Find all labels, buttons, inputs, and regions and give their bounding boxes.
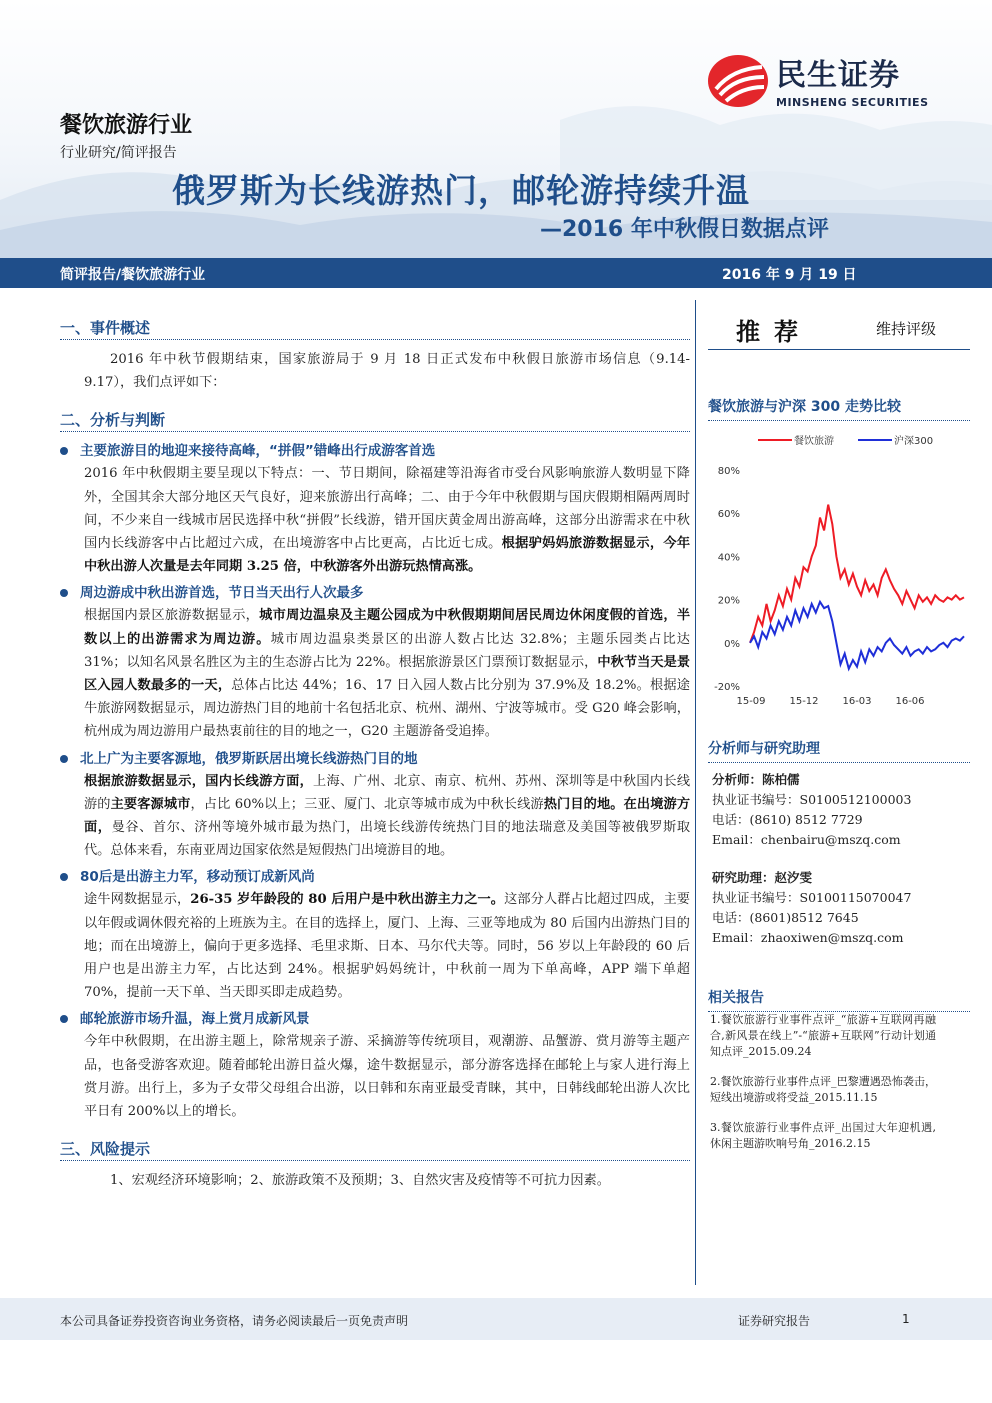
assistant-name: 研究助理：赵汐雯 [712,870,813,885]
risk-paragraph: 1、宏观经济环境影响；2、旅游政策不及预期；3、自然灾害及疫情等不可抗力因素。 [110,1173,610,1189]
body-bold-text: 根据驴妈妈旅游数据显示，今年中秋出游人次量是去年同期 3.25 倍，中秋游客外出游玩热情高涨。 [84,536,691,575]
main-content [60,312,690,1192]
series-line-csi300 [750,602,964,669]
brand-name: 民生证券 [776,58,900,93]
body-text: 上海、广州、北京、南京、杭州、苏州、深圳等是中秋国内长线游的 [84,773,691,812]
analyst-name: 分析师：陈柏儒 [712,772,800,787]
related-reports-title: 相关报告 [708,987,970,1012]
section-title-overview: 一、事件概述 [60,312,690,340]
analyst-phone: 电话：(8610) 8512 7729 [712,812,863,827]
bullet-heading-2 [60,582,690,604]
body-text: 这部分人群占比超过四成，主要以年假或调休假充裕的上班族为主。在目的选择上，厦门、上海、三亚等地成为 80 后国内出游热门目的地；而在出境游上，偏向于更多选择、毛里求斯、日本、马尔代夫等。同时，56 岁以上年龄段的 60 后用户也是出游主力军，占比达到 24%。根据驴妈妈统计，中秋前一周为下单高峰，APP 端下单超 70%，提前一天下单、当天即买即走成趋势。 [84,892,690,1001]
bullet-dot-icon [60,1015,68,1023]
trend-chart [708,424,970,724]
chart-title: 餐饮旅游与沪深 300 走势比较 [708,396,970,421]
report-info-band [0,258,992,288]
analyst-email[interactable]: Email：chenbairu@mszq.com [712,832,901,847]
bullet-heading-3 [60,748,690,770]
body-bold-text: 城市周边温泉及主题公园成为中秋假期期间居民周边休闲度假的首选，半数以上的出游需求为周边游。 [84,608,691,647]
body-bold-text: 主要客源城市 [110,796,191,812]
section-title-risk: 三、风险提示 [60,1133,690,1161]
body-text: 2016 年中秋假期主要呈现以下特点：一、节日期间，除福建等沿海省市受台风影响旅游人数明显下降外，全国其余大部分地区天气良好，迎来旅游出行高峰；二、由于今年中秋假期与国庆假期相隔两周时间，不少来自一线城市居民选择中秋“拼假”长线游，错开国庆黄金周出游高峰，这部分出游需求在中秋国内长线游客中占比超过六成，在出境游客中占比更高，占比近七成。 [84,466,690,552]
report-date: 2016 年 9 月 19 日 [722,267,857,283]
report-title: 俄罗斯为长线游热门，邮轮游持续升温 [172,171,750,210]
y-tick-label: 60% [717,509,740,521]
footer-doc-type: 证券研究报告 [738,1314,811,1328]
header-background [0,0,992,258]
bullet-body-3 [60,770,690,863]
bullet-body-5: 今年中秋假期，在出游主题上，除常规亲子游、采摘游等传统项目，观潮游、品蟹游、赏月游等主题产品，也备受游客欢迎。随着邮轮出游日益火爆，途牛数据显示，部分游客选择在邮轮上与家人进行海上赏月游。出行上，多为子女带父母组合出游，以日韩和东南亚最受青睐，其中，日韩线邮轮出游人次比平日有 200%以上的增长。 [84,1034,690,1120]
body-text: 途牛网数据显示， [84,892,191,908]
body-text: ，占比 60%以上；三亚、厦门、北京等城市成为中秋长线游 [190,796,544,812]
related-report-item[interactable]: 2.餐饮旅游行业事件点评_巴黎遭遇恐怖袭击，短线出境游或将受益_2015.11.15 [710,1075,936,1104]
series-line-catering [750,505,964,643]
analyst-card [712,770,911,850]
analyst-cert: 执业证书编号：S0100512100003 [712,792,912,807]
rating-box [708,300,970,350]
analyst-section-title: 分析师与研究助理 [708,738,970,763]
body-text: 城市周边温泉类景区的出游人数占比达 32.8%；主题乐园类占比达 31%；以知名风景名胜区为主的生态游占比为 22%。根据旅游景区门票预订数据显示， [84,631,690,670]
body-bold-text: 中秋节当天是景区入园人数最多的一天， [84,654,691,694]
rating-value: 推荐 [736,318,812,346]
x-tick-label: 15-09 [736,696,766,707]
bullet-dot-icon [60,589,68,597]
y-tick-label: 20% [717,595,740,607]
x-tick-label: 15-12 [789,696,819,707]
bullet-heading-4 [60,866,690,888]
report-type-label: 行业研究/简评报告 [60,145,177,161]
bullet-body-4 [60,888,690,1004]
rating-note: 维持评级 [876,320,937,338]
assistant-email[interactable]: Email：zhaoxiwen@mszq.com [712,930,904,945]
related-reports-list [710,1012,936,1166]
bullet-heading-text: 邮轮旅游市场升温，海上赏月成新风景 [80,1011,310,1028]
body-text: 曼谷、首尔、济州等境外城市最为热门，出境长线游传统热门目的地法瑞意及美国等被俄罗斯取代。总体来看，东南亚周边国家依然是短假热门出境游目的地。 [84,820,691,859]
report-subtitle: —2016 年中秋假日数据点评 [540,217,829,242]
bullet-body-2 [60,604,690,743]
body-bold-text: 26-35 岁年龄段的 80 后用户是中秋出游主力之一。 [190,892,505,908]
legend-label-catering: 餐饮旅游 [794,436,834,447]
bullet-dot-icon [60,447,68,455]
y-tick-label: 80% [717,466,740,477]
brand-logo [706,50,929,109]
body-text: 根据国内景区旅游数据显示， [84,608,260,624]
body-bold-text: 根据旅游数据显示，国内长线游方面， [84,773,314,789]
assistant-card [712,868,911,948]
bullet-heading-text: 周边游成中秋出游首选，节日当天出行人次最多 [80,585,364,602]
legend-label-csi300: 沪深300 [894,436,934,447]
bullet-dot-icon [60,873,68,881]
chart-series [750,505,964,669]
y-tick-label: -20% [714,682,740,693]
bullet-heading-text: 北上广为主要客源地，俄罗斯跃居出境长线游热门目的地 [80,750,418,767]
x-tick-label: 16-06 [895,696,925,707]
page-footer [0,1298,992,1340]
x-tick-label: 16-03 [842,696,872,707]
bullet-heading-1 [60,440,690,462]
bullet-body-1 [60,462,690,578]
overview-paragraph: 2016 年中秋节假期结束，国家旅游局于 9 月 18 日正式发布中秋假日旅游市场信息（9.14-9.17），我们点评如下： [84,352,690,391]
column-divider [695,300,696,1285]
chart-legend [758,434,933,447]
section-title-analysis: 二、分析与判断 [60,404,690,432]
brand-name-english: MINSHENG SECURITIES [776,96,929,109]
related-report-item[interactable]: 3.餐饮旅游行业事件点评_出国过大年迎机遇,休闲主题游吹响号角_2016.2.15 [710,1121,936,1150]
assistant-cert: 执业证书编号：S0100115070047 [712,890,912,905]
y-tick-label: 40% [717,552,740,564]
body-text: 总体占比达 44%；16、17 日入园人数占比分别为 37.9%及 18.2%。根据途牛旅游网数据显示，周边游热门目的地前十名包括北京、杭州、湖州、宁波等城市。受 G20 峰会影响，杭州成为周边游用户最热衷前往的目的地之一，G20 主题游备受追捧。 [84,678,690,740]
assistant-phone: 电话：(8601)8512 7645 [712,910,859,925]
band-category: 简评报告/餐饮旅游行业 [60,267,206,283]
bullet-dot-icon [60,755,68,763]
sidebar [708,300,970,1150]
minsheng-logo-icon [706,51,770,109]
bullet-heading-5 [60,1008,690,1030]
industry-label: 餐饮旅游行业 [60,113,193,138]
related-report-item[interactable]: 1.餐饮旅游行业事件点评_“旅游+互联网再融合,新风景在线上”-“旅游+互联网”行动计划通知点评_2015.09.24 [710,1013,936,1058]
y-tick-label: 0% [724,638,740,650]
bullet-heading-text: 80后是出游主力军，移动预订成新风尚 [80,869,315,886]
body-bold-text: 热门目的地。在出境游方面， [84,796,691,836]
page-number: 1 [902,1312,910,1326]
bullet-heading-text: 主要旅游目的地迎来接待高峰，“拼假”错峰出行成游客首选 [80,443,436,460]
footer-disclaimer: 本公司具备证券投资咨询业务资格，请务必阅读最后一页免责声明 [60,1314,409,1328]
